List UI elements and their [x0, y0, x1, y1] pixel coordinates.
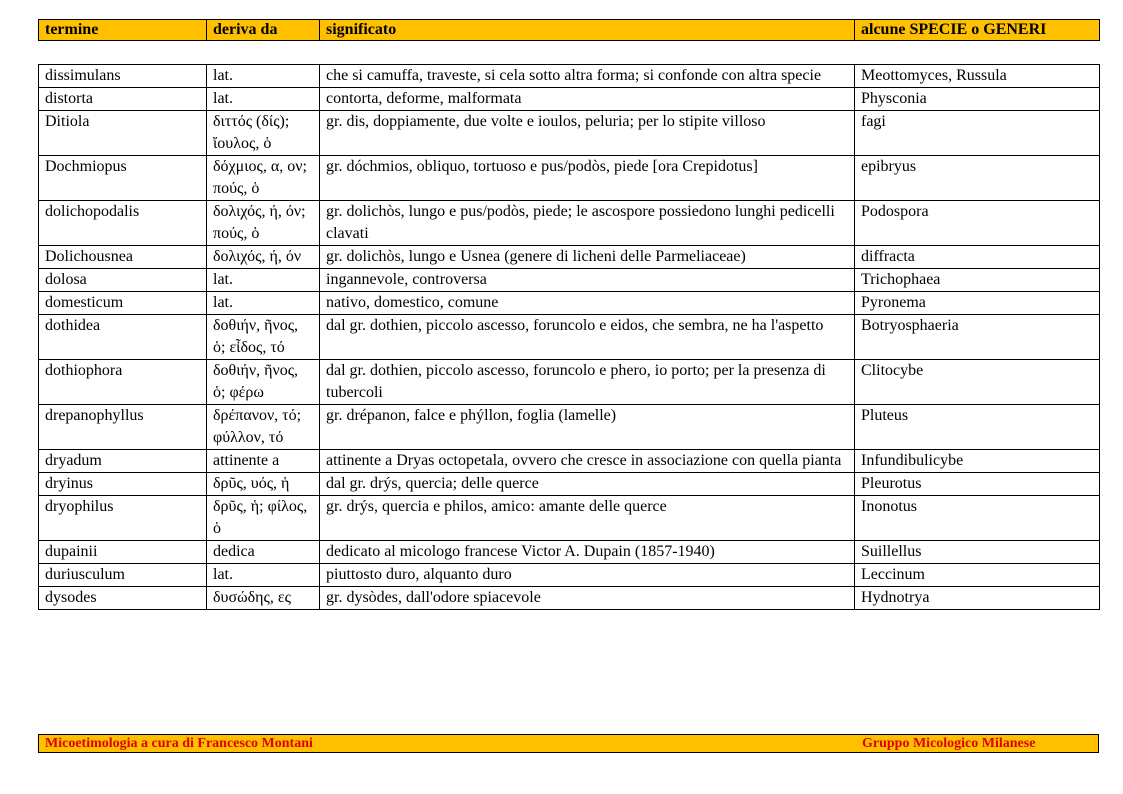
cell-deriva-da: dedica	[207, 541, 320, 564]
table-row	[39, 201, 1100, 246]
cell-specie: fagi	[855, 111, 1100, 156]
cell-significato: che si camuffa, traveste, si cela sotto altra forma; si confonde con altra specie	[320, 65, 855, 88]
table-row	[39, 65, 1100, 88]
cell-termine: Ditiola	[39, 111, 207, 156]
cell-deriva-da: δρῦς, υός, ἡ	[207, 473, 320, 496]
cell-termine: Dolichousnea	[39, 246, 207, 269]
cell-significato: dal gr. drýs, quercia; delle querce	[320, 473, 855, 496]
cell-specie: Hydnotrya	[855, 587, 1100, 610]
header-row	[39, 20, 1100, 41]
cell-significato: dedicato al micologo francese Victor A. Dupain (1857-1940)	[320, 541, 855, 564]
footer-organization: Gruppo Micologico Milanese	[862, 736, 1036, 751]
cell-significato: contorta, deforme, malformata	[320, 88, 855, 111]
cell-deriva-da: διττός (δίς); ἴουλος, ὁ	[207, 111, 320, 156]
table-row	[39, 541, 1100, 564]
cell-termine: Dochmiopus	[39, 156, 207, 201]
cell-significato: gr. drýs, quercia e philos, amico: amante delle querce	[320, 496, 855, 541]
header-deriva-da: deriva da	[207, 20, 320, 41]
footer-credit: Micoetimologia a cura di Francesco Montani	[45, 736, 313, 751]
cell-specie: Inonotus	[855, 496, 1100, 541]
table-row	[39, 360, 1100, 405]
cell-deriva-da: lat.	[207, 564, 320, 587]
table-row	[39, 587, 1100, 610]
cell-termine: dothiophora	[39, 360, 207, 405]
cell-significato: gr. dysòdes, dall'odore spiacevole	[320, 587, 855, 610]
cell-deriva-da: δοθιήν, ῆνος, ὁ; εἶδος, τό	[207, 315, 320, 360]
cell-significato: gr. dis, doppiamente, due volte e ioulos, peluria; per lo stipite villoso	[320, 111, 855, 156]
cell-deriva-da: δόχμιος, α, ον; πούς, ὁ	[207, 156, 320, 201]
cell-significato: attinente a Dryas octopetala, ovvero che cresce in associazione con quella pianta	[320, 450, 855, 473]
cell-specie: Infundibulicybe	[855, 450, 1100, 473]
cell-specie: Physconia	[855, 88, 1100, 111]
cell-deriva-da: δρέπανον, τό; φύλλον, τό	[207, 405, 320, 450]
cell-deriva-da: lat.	[207, 65, 320, 88]
cell-specie: Podospora	[855, 201, 1100, 246]
cell-deriva-da: lat.	[207, 269, 320, 292]
glossary-table	[38, 64, 1100, 610]
cell-specie: Suillellus	[855, 541, 1100, 564]
table-row	[39, 88, 1100, 111]
cell-termine: dolosa	[39, 269, 207, 292]
table-row	[39, 246, 1100, 269]
cell-deriva-da: δυσώδης, ες	[207, 587, 320, 610]
cell-termine: dupainii	[39, 541, 207, 564]
cell-deriva-da: lat.	[207, 292, 320, 315]
table-row	[39, 269, 1100, 292]
cell-specie: Pyronema	[855, 292, 1100, 315]
table-row	[39, 405, 1100, 450]
cell-specie: Clitocybe	[855, 360, 1100, 405]
cell-significato: gr. dóchmios, obliquo, tortuoso e pus/podòs, piede [ora Crepidotus]	[320, 156, 855, 201]
cell-deriva-da: lat.	[207, 88, 320, 111]
cell-deriva-da: δρῦς, ἡ; φίλος, ὁ	[207, 496, 320, 541]
cell-deriva-da: δολιχός, ή, όν; πούς, ὁ	[207, 201, 320, 246]
cell-termine: dryadum	[39, 450, 207, 473]
cell-specie: Meottomyces, Russula	[855, 65, 1100, 88]
cell-termine: dysodes	[39, 587, 207, 610]
table-row	[39, 564, 1100, 587]
header-significato: significato	[320, 20, 855, 41]
table-row	[39, 315, 1100, 360]
table-row	[39, 496, 1100, 541]
cell-specie: Pleurotus	[855, 473, 1100, 496]
cell-specie: Botryosphaeria	[855, 315, 1100, 360]
cell-significato: dal gr. dothien, piccolo ascesso, foruncolo e phero, io porto; per la presenza di tubercoli	[320, 360, 855, 405]
cell-termine: dryinus	[39, 473, 207, 496]
cell-significato: gr. dolichòs, lungo e pus/podòs, piede; le ascospore possiedono lunghi pedicelli clavati	[320, 201, 855, 246]
footer-bar	[38, 734, 1099, 753]
cell-termine: dothidea	[39, 315, 207, 360]
cell-significato: piuttosto duro, alquanto duro	[320, 564, 855, 587]
cell-specie: Trichophaea	[855, 269, 1100, 292]
cell-deriva-da: attinente a	[207, 450, 320, 473]
cell-significato: nativo, domestico, comune	[320, 292, 855, 315]
cell-significato: ingannevole, controversa	[320, 269, 855, 292]
cell-termine: distorta	[39, 88, 207, 111]
cell-specie: Pluteus	[855, 405, 1100, 450]
cell-specie: epibryus	[855, 156, 1100, 201]
header-table	[38, 19, 1100, 41]
header-termine: termine	[39, 20, 207, 41]
cell-specie: diffracta	[855, 246, 1100, 269]
cell-termine: domesticum	[39, 292, 207, 315]
table-row	[39, 450, 1100, 473]
table-row	[39, 111, 1100, 156]
cell-termine: drepanophyllus	[39, 405, 207, 450]
cell-significato: gr. drépanon, falce e phýllon, foglia (lamelle)	[320, 405, 855, 450]
cell-termine: duriusculum	[39, 564, 207, 587]
cell-termine: dissimulans	[39, 65, 207, 88]
header-specie-generi: alcune SPECIE o GENERI	[855, 20, 1100, 41]
cell-termine: dolichopodalis	[39, 201, 207, 246]
cell-termine: dryophilus	[39, 496, 207, 541]
cell-specie: Leccinum	[855, 564, 1100, 587]
table-row	[39, 473, 1100, 496]
cell-significato: gr. dolichòs, lungo e Usnea (genere di licheni delle Parmeliaceae)	[320, 246, 855, 269]
cell-significato: dal gr. dothien, piccolo ascesso, foruncolo e eidos, che sembra, ne ha l'aspetto	[320, 315, 855, 360]
cell-deriva-da: δοθιήν, ῆνος, ὁ; φέρω	[207, 360, 320, 405]
table-row	[39, 156, 1100, 201]
table-row	[39, 292, 1100, 315]
cell-deriva-da: δολιχός, ή, όν	[207, 246, 320, 269]
